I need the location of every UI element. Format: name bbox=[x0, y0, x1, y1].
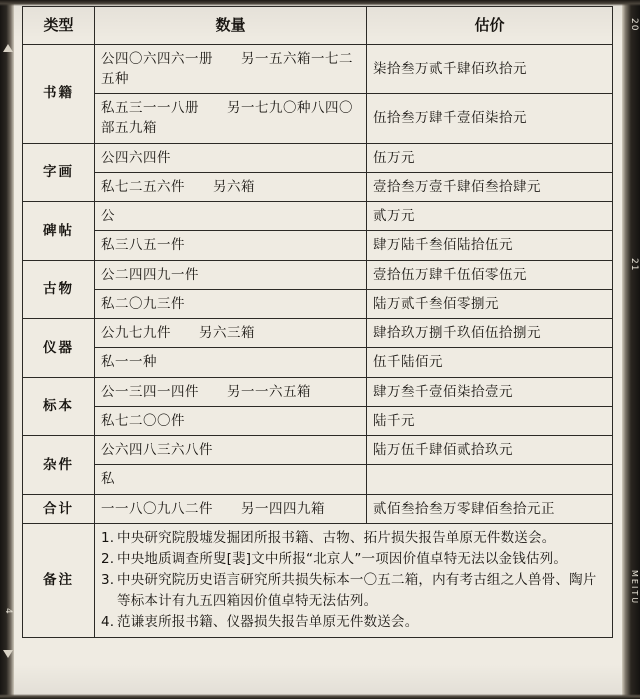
cell-total-valuation: 贰佰叁拾叁万零肆佰叁拾元正 bbox=[367, 494, 613, 523]
note-item bbox=[101, 570, 606, 611]
cell-quantity: 私七二五六件 另六箱 bbox=[95, 172, 367, 201]
cell-quantity: 公二四四九一件 bbox=[95, 260, 367, 289]
cell-quantity: 私一一种 bbox=[95, 348, 367, 377]
cell-total-quantity: 一一八〇九八二件 另一四四九箱 bbox=[95, 494, 367, 523]
cell-valuation: 伍千陆佰元 bbox=[367, 348, 613, 377]
cell-valuation: 陆万贰千叁佰零捌元 bbox=[367, 289, 613, 318]
watermark-label: MEITU bbox=[630, 570, 639, 606]
cell-valuation: 壹拾叁万壹千肆佰叁拾肆元 bbox=[367, 172, 613, 201]
triangle-marker-bottom-icon bbox=[3, 650, 13, 658]
note-text: 中央地质调查所叟[裴]文中所报“北京人”一项因价值卓特无法以金钱估列。 bbox=[117, 551, 568, 567]
table-row bbox=[23, 348, 613, 377]
notes-label: 备注 bbox=[23, 523, 95, 637]
row-type-instruments: 仪器 bbox=[23, 319, 95, 378]
cell-quantity: 公九七九件 另六三箱 bbox=[95, 319, 367, 348]
cell-quantity: 公四〇六四六一册 另一五六箱一七二五种 bbox=[95, 44, 367, 94]
cell-valuation: 伍拾叁万肆千壹佰柒拾元 bbox=[367, 94, 613, 144]
cell-valuation: 陆千元 bbox=[367, 406, 613, 435]
cell-valuation: 肆万叁千壹佰柒拾壹元 bbox=[367, 377, 613, 406]
row-type-misc: 杂件 bbox=[23, 436, 95, 495]
cell-valuation: 陆万伍千肆佰贰拾玖元 bbox=[367, 436, 613, 465]
cell-quantity: 公一三四一四件 另一一六五箱 bbox=[95, 377, 367, 406]
cell-valuation: 壹拾伍万肆千伍佰零伍元 bbox=[367, 260, 613, 289]
table-row bbox=[23, 260, 613, 289]
cell-valuation bbox=[367, 465, 613, 494]
column-header-type: 类型 bbox=[23, 7, 95, 45]
cell-valuation: 肆拾玖万捌千玖佰伍拾捌元 bbox=[367, 319, 613, 348]
cell-quantity: 私三八五一件 bbox=[95, 231, 367, 260]
table-row bbox=[23, 436, 613, 465]
cell-quantity: 公 bbox=[95, 202, 367, 231]
table-row bbox=[23, 143, 613, 172]
notes-content bbox=[95, 523, 613, 637]
note-number: 4. bbox=[101, 613, 115, 630]
loss-report-table bbox=[22, 6, 613, 638]
table-row bbox=[23, 172, 613, 201]
cell-valuation: 伍万元 bbox=[367, 143, 613, 172]
cell-quantity: 公六四八三六八件 bbox=[95, 436, 367, 465]
note-number: 3. bbox=[101, 572, 115, 589]
note-text: 中央研究院殷墟发掘团所报书籍、古物、拓片损失报告单原无件数送会。 bbox=[117, 529, 556, 546]
cell-quantity: 私五三一一八册 另一七九〇种八四〇部五九箱 bbox=[95, 94, 367, 144]
row-type-specimens: 标本 bbox=[23, 377, 95, 436]
note-item bbox=[101, 549, 606, 569]
page-number-left: 4 bbox=[3, 608, 13, 614]
page-number-mid-right: 21 bbox=[629, 258, 639, 272]
row-type-books: 书籍 bbox=[23, 44, 95, 143]
table-row bbox=[23, 406, 613, 435]
table-row bbox=[23, 44, 613, 94]
note-text: 范谦衷所报书籍、仪器损失报告单原无件数送会。 bbox=[117, 613, 419, 630]
page-number-top-right: 20 bbox=[629, 18, 639, 32]
note-number: 2. bbox=[101, 551, 115, 567]
table-row bbox=[23, 94, 613, 144]
cell-quantity: 私 bbox=[95, 465, 367, 494]
row-type-rubbings: 碑帖 bbox=[23, 202, 95, 261]
note-item bbox=[101, 612, 606, 632]
note-item bbox=[101, 528, 606, 548]
table-total-row bbox=[23, 494, 613, 523]
cell-valuation: 柒拾叁万贰千肆佰玖拾元 bbox=[367, 44, 613, 94]
cell-quantity: 公四六四件 bbox=[95, 143, 367, 172]
cell-valuation: 贰万元 bbox=[367, 202, 613, 231]
column-header-valuation: 估价 bbox=[367, 7, 613, 45]
page-bottom-edge bbox=[0, 694, 640, 699]
table-notes-row bbox=[23, 523, 613, 637]
cell-valuation: 肆万陆千叁佰陆拾伍元 bbox=[367, 231, 613, 260]
triangle-marker-icon bbox=[3, 44, 13, 52]
table-row bbox=[23, 289, 613, 318]
table-row bbox=[23, 465, 613, 494]
cell-quantity: 私七二〇〇件 bbox=[95, 406, 367, 435]
page-left-edge bbox=[0, 0, 14, 699]
note-number: 1. bbox=[101, 529, 115, 546]
column-header-quantity: 数量 bbox=[95, 7, 367, 45]
row-type-antiquities: 古物 bbox=[23, 260, 95, 319]
table-header-row bbox=[23, 7, 613, 45]
table-row bbox=[23, 231, 613, 260]
table-row bbox=[23, 377, 613, 406]
table-row bbox=[23, 319, 613, 348]
row-type-paintings: 字画 bbox=[23, 143, 95, 202]
cell-quantity: 私二〇九三件 bbox=[95, 289, 367, 318]
table-row bbox=[23, 202, 613, 231]
row-type-total: 合计 bbox=[23, 494, 95, 523]
note-text: 中央研究院历史语言研究所共损失标本一〇五二箱，内有考古组之人兽骨、陶片等标本计有九五四箱因价值卓特无法估列。 bbox=[117, 572, 597, 609]
